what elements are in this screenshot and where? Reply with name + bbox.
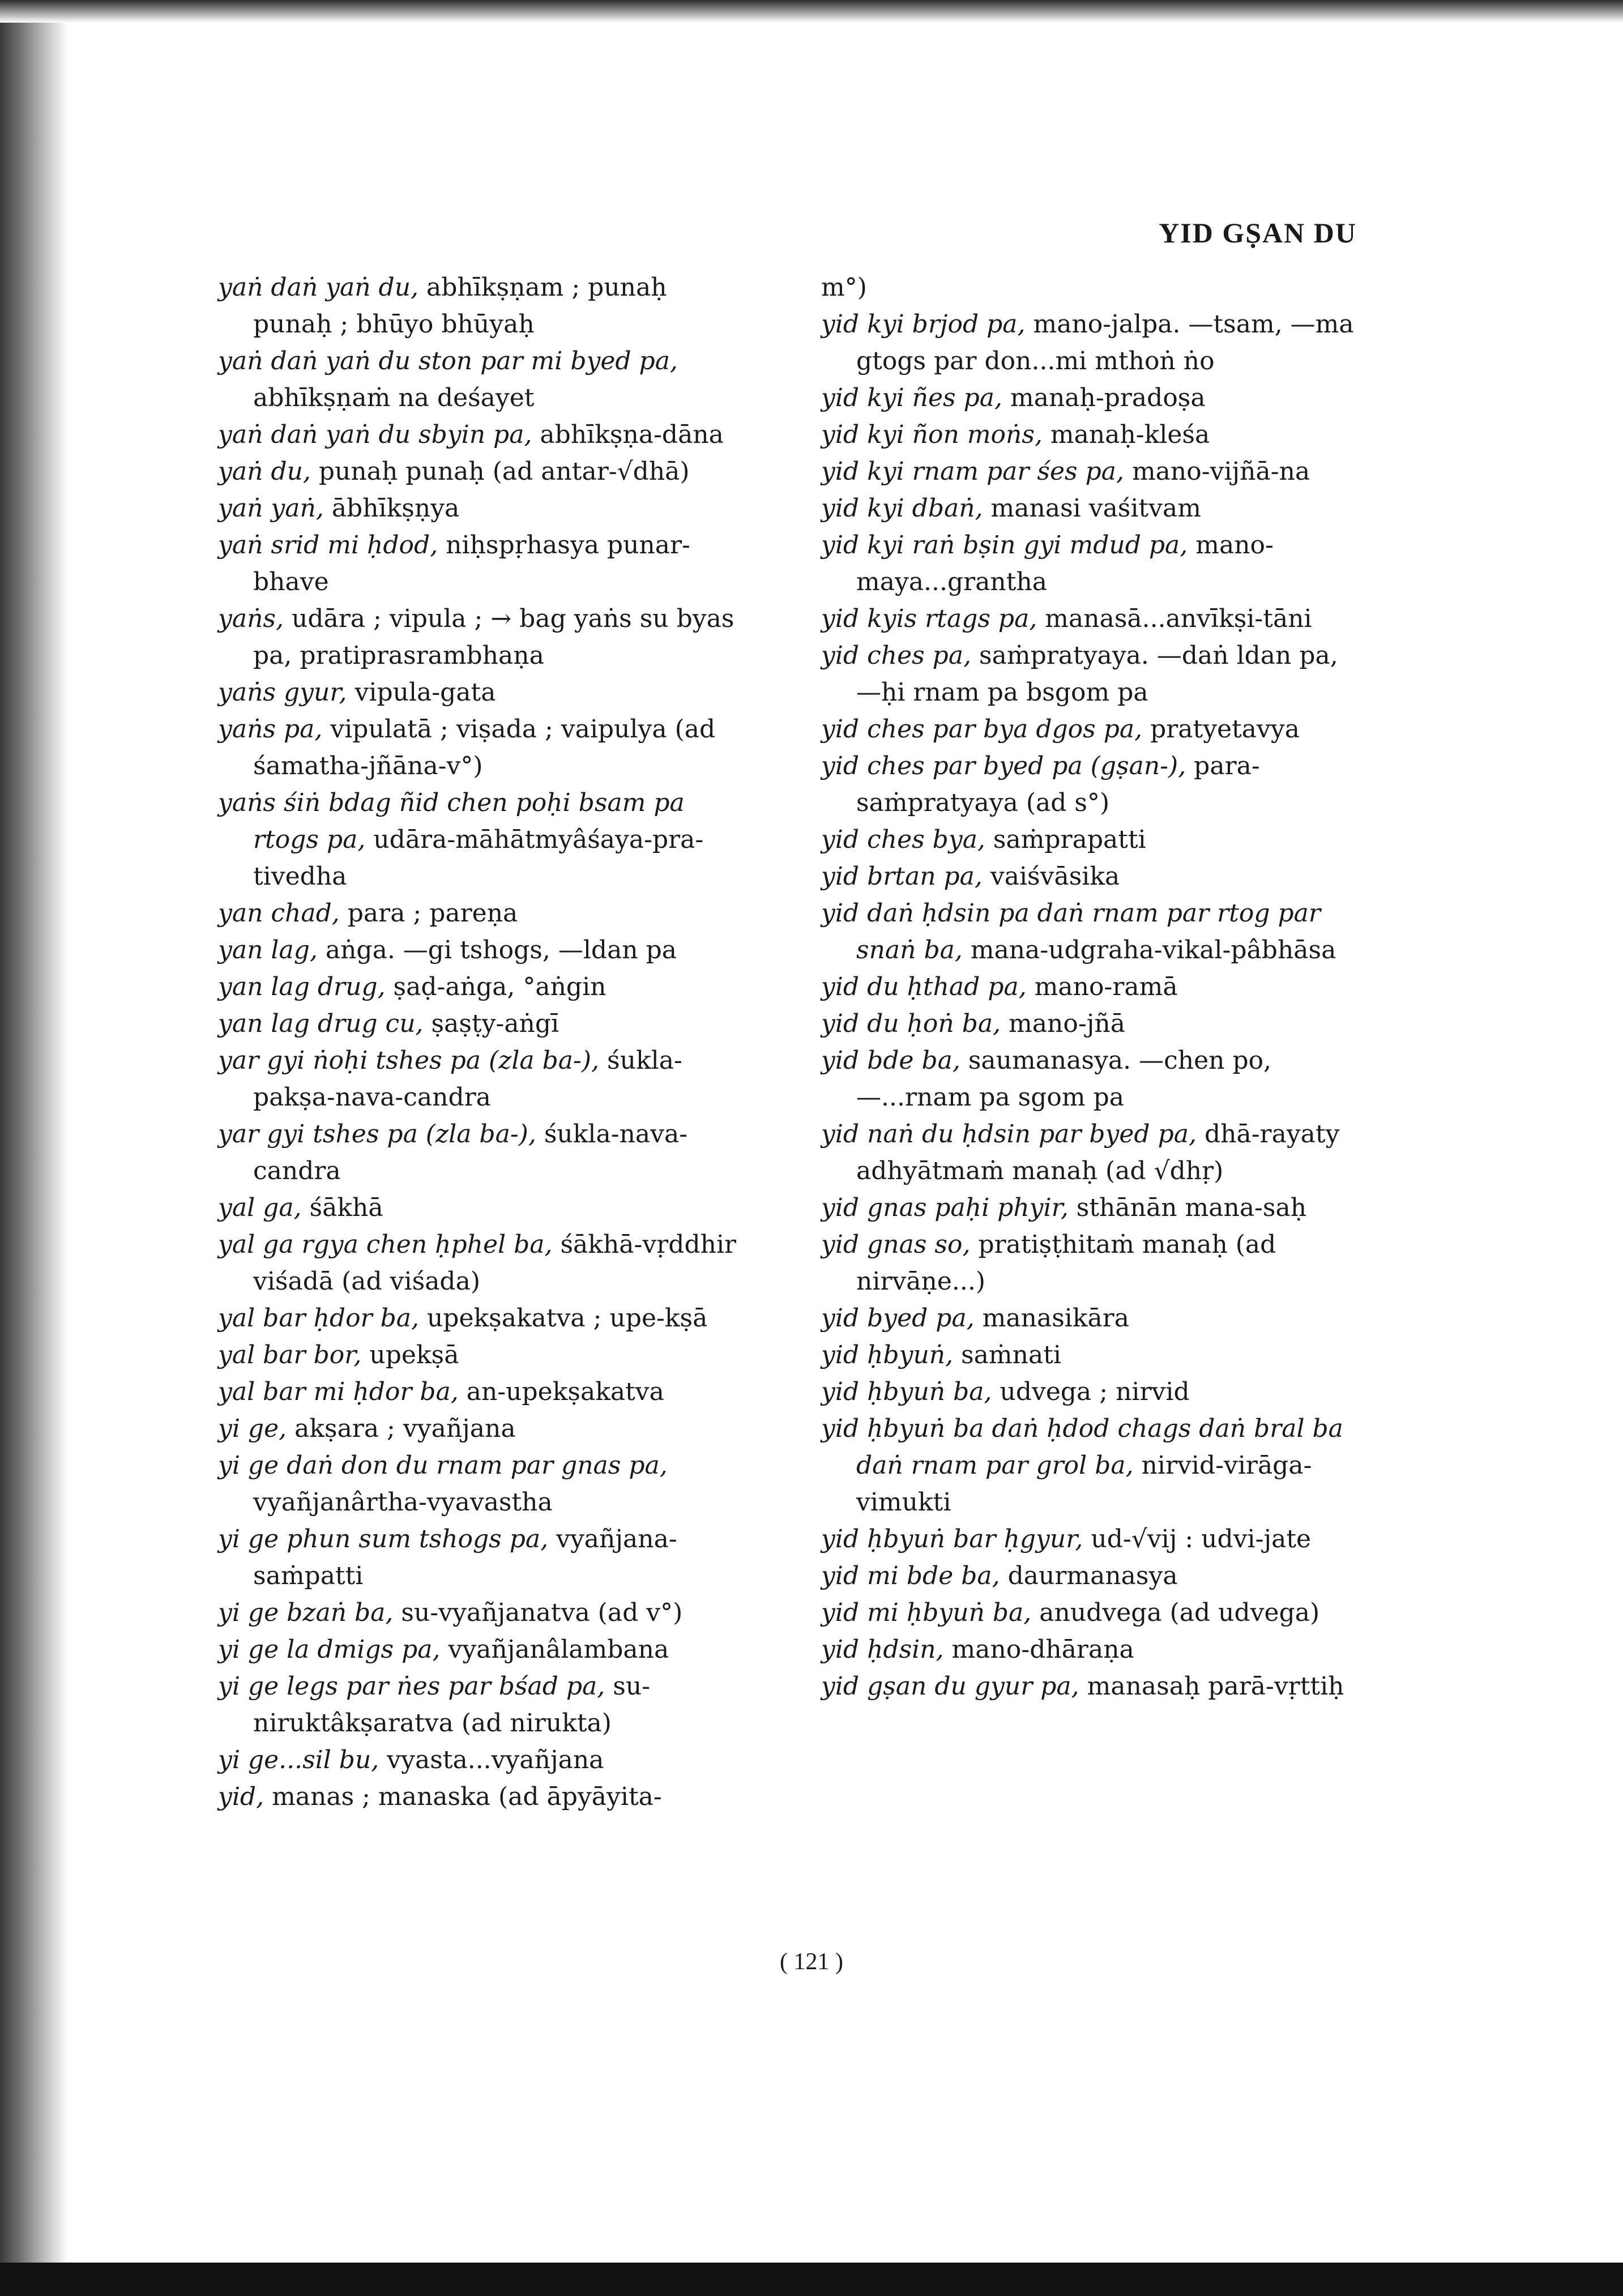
sanskrit-equivalent: akṣara ; vyañjana [287,1414,516,1443]
tibetan-headword: yid kyi dbaṅ, [821,494,983,523]
tibetan-headword: yid kyi brjod pa, [821,310,1026,339]
dictionary-entry [218,1778,739,1815]
dictionary-entry [218,1300,739,1337]
dictionary-entry [821,527,1365,600]
tibetan-headword: yid kyi ñes pa, [821,383,1002,412]
dictionary-entry [218,453,739,490]
tibetan-headword: yaṅs gyur, [218,678,347,707]
sanskrit-equivalent: manasaḥ parā-vṛttiḥ [1079,1672,1344,1701]
left-column [218,269,739,1815]
tibetan-headword: yid, [218,1782,264,1811]
right-column [821,269,1365,1705]
sanskrit-equivalent: anudvega (ad udvega) [1031,1598,1320,1627]
dictionary-entry [821,269,1365,306]
dictionary-entry [218,1042,739,1116]
dictionary-entry [218,1005,739,1042]
sanskrit-equivalent: saṁpratyaya. —daṅ ldan pa, —ḥi rnam pa bsgom pa [856,641,1338,707]
tibetan-headword: yid ḥbyuṅ ba daṅ ḥdod chags daṅ bral ba daṅ rnam par grol ba, [821,1414,1343,1480]
dictionary-entry [218,674,739,711]
sanskrit-equivalent: aṅga. —gi tshogs, —ldan pa [317,936,677,965]
tibetan-headword: yaṅ srid mi ḥdod, [218,531,438,560]
sanskrit-equivalent: vipula-gata [347,678,496,707]
sanskrit-equivalent: upekṣakatva ; upe-kṣā [418,1304,708,1333]
dictionary-entry [821,1594,1365,1631]
scan-shadow-top [0,0,1623,23]
tibetan-headword: yan chad, [218,899,340,928]
sanskrit-equivalent: vipulatā ; viṣada ; vaipulya (ad śamatha-jñāna-v°) [253,715,716,780]
sanskrit-equivalent: abhīkṣṇa-dāna [532,420,724,449]
dictionary-entry [821,821,1365,858]
sanskrit-equivalent: mano-dhāraṇa [943,1635,1134,1664]
sanskrit-equivalent: sthānān mana-saḥ [1068,1193,1307,1222]
sanskrit-equivalent: ud-√vij : udvi-jate [1083,1525,1312,1554]
sanskrit-equivalent: punaḥ punaḥ (ad antar-√dhā) [310,457,690,486]
sanskrit-equivalent: su-niruktâkṣaratva (ad nirukta) [253,1672,651,1738]
tibetan-headword: yid ches pa, [821,641,972,670]
tibetan-headword: yan lag drug, [218,972,386,1001]
tibetan-headword: yid du ḥthad pa, [821,972,1027,1001]
dictionary-entry [821,711,1365,748]
dictionary-entry [218,1631,739,1668]
tibetan-headword: yaṅ daṅ yaṅ du ston par mi byed pa, [218,347,678,375]
tibetan-headword: yid kyi ñon moṅs, [821,420,1043,449]
tibetan-headword: yaṅs, [218,604,284,633]
dictionary-entry [218,1668,739,1742]
tibetan-headword: yaṅ yaṅ, [218,494,324,523]
sanskrit-equivalent: mano-ramā [1026,972,1178,1001]
sanskrit-equivalent: śākhā-vṛddhir viśadā (ad viśada) [253,1230,737,1296]
tibetan-headword: yid kyi raṅ bṣin gyi mdud pa, [821,531,1188,560]
tibetan-headword: yid naṅ du ḥdsin par byed pa, [821,1120,1197,1149]
dictionary-entry [821,1521,1365,1557]
tibetan-headword: yi ge bzaṅ ba, [218,1598,394,1627]
tibetan-headword: yaṅ daṅ yaṅ du, [218,273,419,302]
sanskrit-equivalent: manaḥ-pradoṣa [1002,383,1206,412]
sanskrit-equivalent: mana-udgraha-vikal-pâbhāsa [962,936,1336,965]
dictionary-entry [218,1189,739,1226]
tibetan-headword: yid mi ḥbyuṅ ba, [821,1598,1032,1627]
sanskrit-equivalent: manasikāra [974,1304,1130,1333]
dictionary-entry [821,416,1365,453]
sanskrit-equivalent: vyañjanâlambana [440,1635,669,1664]
tibetan-headword: yid mi bde ba, [821,1561,1000,1590]
sanskrit-equivalent: mano-maya...grantha [856,531,1274,596]
tibetan-headword: yid ches bya, [821,825,985,854]
dictionary-entry [821,637,1365,711]
sanskrit-equivalent: ṣaṣṭy-aṅgī [423,1009,559,1038]
dictionary-entry [821,858,1365,895]
sanskrit-equivalent: nirvid-virāga-vimukti [856,1451,1312,1517]
dictionary-entry [821,1005,1365,1042]
tibetan-headword: yi ge, [218,1414,287,1443]
sanskrit-equivalent: para-saṁpratyaya (ad s°) [856,752,1260,817]
tibetan-headword: yal bar mi ḥdor ba, [218,1377,459,1406]
sanskrit-equivalent: abhīkṣṇam ; punaḥ punaḥ ; bhūyo bhūyaḥ [253,273,667,339]
sanskrit-equivalent: udāra ; vipula ; → bag yaṅs su byas pa, pratiprasrambhaṇa [253,604,734,670]
dictionary-entry [821,895,1365,968]
page-number: ( 121 ) [780,1949,843,1975]
tibetan-headword: yid ḥbyuṅ bar ḥgyur, [821,1525,1083,1554]
sanskrit-equivalent: mano-jñā [1001,1009,1125,1038]
dictionary-entry [218,1337,739,1373]
dictionary-entry [218,1447,739,1521]
tibetan-headword: yi ge...sil bu, [218,1746,379,1774]
dictionary-entry [218,416,739,453]
tibetan-headword: yid ches par byed pa (gṣan-), [821,752,1186,780]
dictionary-entry [218,1116,739,1189]
dictionary-entry [821,1300,1365,1337]
tibetan-headword: yal bar ḥdor ba, [218,1304,419,1333]
tibetan-headword: yid ḥbyuṅ ba, [821,1377,992,1406]
tibetan-headword: yid brtan pa, [821,862,983,891]
dictionary-entry [821,1226,1365,1300]
tibetan-headword: yal ga, [218,1193,302,1222]
tibetan-headword: yid byed pa, [821,1304,975,1333]
tibetan-headword: yan lag, [218,936,318,965]
dictionary-entry [821,600,1365,637]
dictionary-entry [821,490,1365,527]
tibetan-headword: yid bde ba, [821,1046,960,1075]
tibetan-headword: yid gnas paḥi phyir, [821,1193,1069,1222]
tibetan-headword: yid kyis rtags pa, [821,604,1037,633]
dictionary-entry [218,527,739,600]
tibetan-headword: yi ge phun sum tshogs pa, [218,1525,549,1554]
dictionary-entry [821,1337,1365,1373]
dictionary-entry [821,306,1365,379]
dictionary-entry [218,1226,739,1300]
sanskrit-equivalent: manasā...anvīkṣi-tāni [1037,604,1312,633]
tibetan-headword: yid ḥdsin, [821,1635,944,1664]
dictionary-entry [821,1189,1365,1226]
tibetan-headword: yi ge daṅ don du rnam par gnas pa, [218,1451,668,1480]
dictionary-entry [218,1742,739,1778]
tibetan-headword: yaṅ daṅ yaṅ du sbyin pa, [218,420,532,449]
sanskrit-equivalent: udāra-māhātmyâśaya-pra-tivedha [253,825,704,891]
tibetan-headword: yid ḥbyuṅ, [821,1341,954,1369]
sanskrit-equivalent: ṣaḍ-aṅga, °aṅgin [385,972,607,1001]
sanskrit-equivalent: daurmanasya [1000,1561,1178,1590]
sanskrit-equivalent: manas ; manaska (ad āpyāyita- [264,1782,662,1811]
sanskrit-equivalent: saṁprapatti [985,825,1146,854]
dictionary-entry [821,1042,1365,1116]
dictionary-entry [821,1668,1365,1705]
running-head: YID GṢAN DU [1159,217,1357,249]
tibetan-headword: yid gṣan du gyur pa, [821,1672,1079,1701]
dictionary-entry [821,453,1365,490]
sanskrit-equivalent: vaiśvāsika [982,862,1120,891]
sanskrit-equivalent: m°) [821,273,867,302]
dictionary-entry [218,968,739,1005]
scan-shadow-bottom [0,2263,1623,2296]
tibetan-headword: yaṅs pa, [218,715,323,744]
dictionary-entry [218,269,739,343]
sanskrit-equivalent: niḥspṛhasya punar-bhave [253,531,690,596]
sanskrit-equivalent: pratyetavya [1142,715,1300,744]
tibetan-headword: yid kyi rnam par śes pa, [821,457,1124,486]
dictionary-entry [821,1373,1365,1410]
tibetan-headword: yaṅ du, [218,457,311,486]
sanskrit-equivalent: vyañjana-saṁpatti [253,1525,677,1590]
sanskrit-equivalent: mano-vijñā-na [1124,457,1310,486]
sanskrit-equivalent: an-upekṣakatva [458,1377,664,1406]
tibetan-headword: yid gnas so, [821,1230,971,1259]
dictionary-entry [821,1557,1365,1594]
dictionary-entry [218,711,739,784]
tibetan-headword: yal bar bor, [218,1341,362,1369]
sanskrit-equivalent: manaḥ-kleśa [1042,420,1210,449]
tibetan-headword: yid du ḥoṅ ba, [821,1009,1001,1038]
sanskrit-equivalent: śākhā [301,1193,383,1222]
dictionary-entry [218,1594,739,1631]
dictionary-entry [821,1116,1365,1189]
tibetan-headword: yaṅs śiṅ bdag ñid chen poḥi bsam pa rtogs pa, [218,788,685,854]
sanskrit-equivalent: śukla-pakṣa-nava-candra [253,1046,682,1112]
tibetan-headword: yan lag drug cu, [218,1009,424,1038]
tibetan-headword: yi ge legs par ṅes par bśad pa, [218,1672,605,1701]
dictionary-entry [218,343,739,416]
sanskrit-equivalent: manasi vaśitvam [983,494,1201,523]
dictionary-entry [821,379,1365,416]
tibetan-headword: yar gyi tshes pa (zla ba-), [218,1120,536,1149]
sanskrit-equivalent: abhīkṣṇaṁ na deśayet [253,383,535,412]
dictionary-entry [218,1373,739,1410]
sanskrit-equivalent: dhā-rayaty adhyātmaṁ manaḥ (ad √dhṛ) [856,1120,1340,1185]
sanskrit-equivalent: mano-jalpa. —tsam, —ma gtogs par don...mi mthoṅ ṅo [856,310,1354,375]
dictionary-entry [821,1631,1365,1668]
sanskrit-equivalent: upekṣā [361,1341,459,1369]
dictionary-entry [218,1521,739,1594]
dictionary-entry [821,968,1365,1005]
sanskrit-equivalent: ābhīkṣṇya [323,494,460,523]
tibetan-headword: yi ge la dmigs pa, [218,1635,441,1664]
dictionary-entry [218,784,739,895]
dictionary-entry [218,895,739,932]
dictionary-entry [218,932,739,968]
tibetan-headword: yid daṅ ḥdsin pa daṅ rnam par rtog par snaṅ ba, [821,899,1321,965]
dictionary-entry [218,1410,739,1447]
sanskrit-equivalent: vyasta...vyañjana [379,1746,604,1774]
sanskrit-equivalent: saṁnati [953,1341,1061,1369]
dictionary-entry [218,490,739,527]
tibetan-headword: yid ches par bya dgos pa, [821,715,1143,744]
sanskrit-equivalent: para ; pareṇa [339,899,518,928]
tibetan-headword: yar gyi ṅoḥi tshes pa (zla ba-), [218,1046,600,1075]
dictionary-entry [218,600,739,674]
tibetan-headword: yal ga rgya chen ḥphel ba, [218,1230,553,1259]
dictionary-entry [821,748,1365,821]
sanskrit-equivalent: vyañjanârtha-vyavastha [253,1488,553,1517]
sanskrit-equivalent: su-vyañjanatva (ad v°) [393,1598,683,1627]
sanskrit-equivalent: pratiṣṭhitaṁ manaḥ (ad nirvāṇe...) [856,1230,1276,1296]
sanskrit-equivalent: saumanasya. —chen po, —...rnam pa sgom pa [856,1046,1272,1112]
dictionary-entry [821,1410,1365,1521]
sanskrit-equivalent: śukla-nava-candra [253,1120,688,1185]
sanskrit-equivalent: udvega ; nirvid [992,1377,1190,1406]
